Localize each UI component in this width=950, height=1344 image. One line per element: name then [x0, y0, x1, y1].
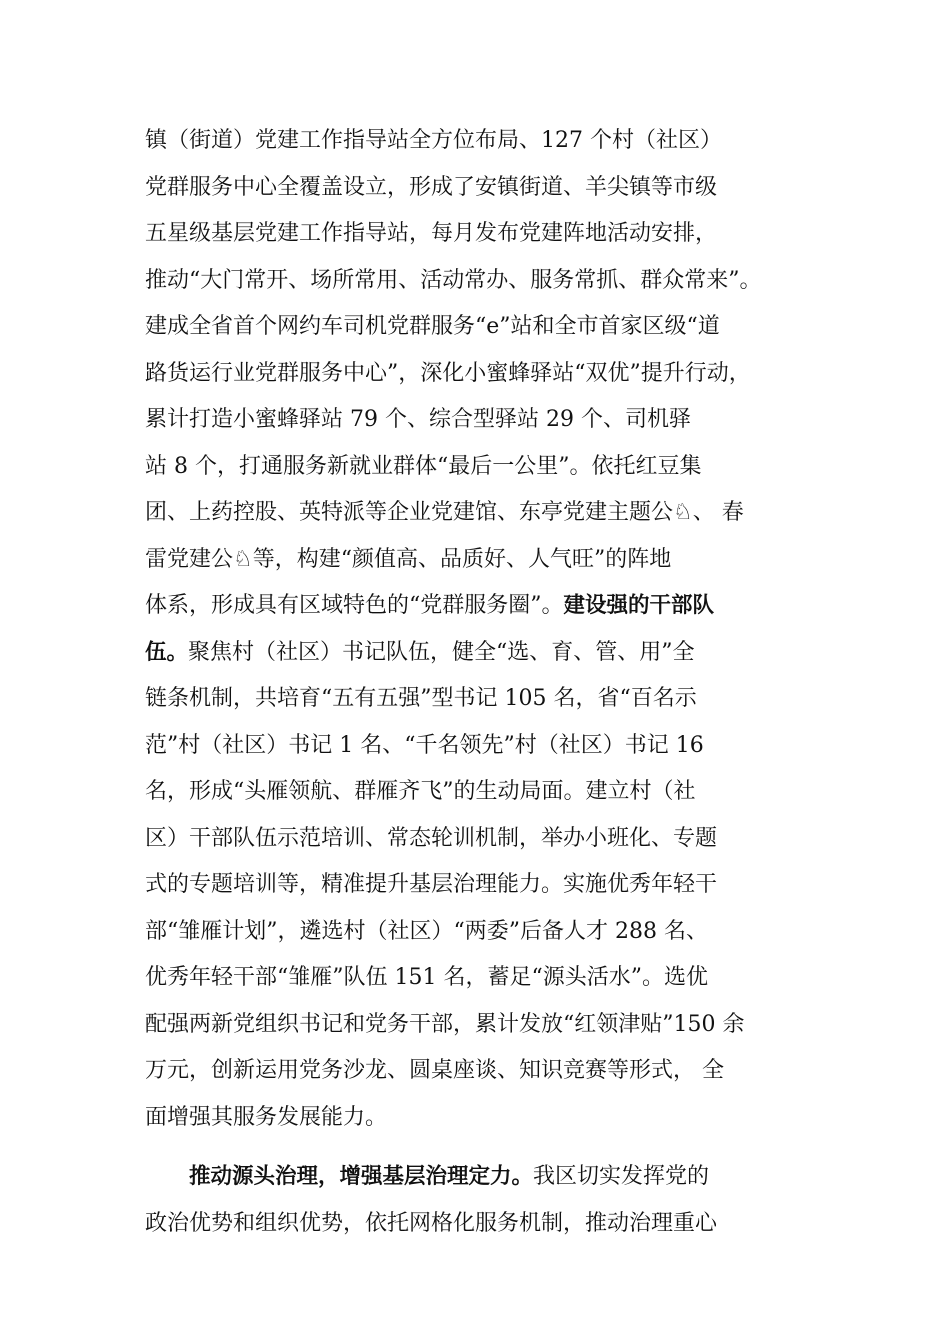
text-line [145, 955, 835, 1002]
text-line [145, 1095, 835, 1142]
text-segment: 雷党建公♘等，构建“颜值高、品质好、人气旺”的阵地 [145, 546, 672, 572]
text-line [145, 258, 835, 305]
bold-heading-text: 推动源头治理，增强基层治理定力。 [189, 1164, 534, 1189]
text-segment: 体系，形成具有区域特色的“党群服务圈”。 [145, 593, 564, 618]
text-line [145, 1154, 835, 1201]
text-segment: 我区切实发挥党的 [533, 1164, 710, 1189]
text-segment: 路货运行业党群服务中心”，深化小蜜蜂驿站“双优”提升行动， [145, 360, 751, 386]
text-segment: 团、上药控股、英特派等企业党建馆、东亭党建主题公♘、 春 [145, 500, 744, 525]
bold-heading-text: 建设强的干部队 [563, 593, 715, 618]
text-line [145, 583, 835, 630]
text-segment: 五星级基层党建工作指导站，每月发布党建阵地活动安排， [145, 221, 718, 246]
text-line [145, 909, 835, 956]
text-line [145, 211, 835, 258]
text-line [145, 304, 835, 351]
text-segment: 配强两新党组织书记和党务干部，累计发放“红领津贴”150 余 [145, 1011, 745, 1037]
text-line [145, 1201, 835, 1248]
text-line [145, 769, 835, 816]
text-segment: 名，形成“头雁领航、群雁齐飞”的生动局面。建立村（社 [145, 779, 696, 804]
text-line [145, 1002, 835, 1049]
text-segment: 面增强其服务发展能力。 [145, 1104, 388, 1130]
text-line [145, 1048, 835, 1095]
text-segment: 政治优势和组织优势，依托网格化服务机制，推动治理重心 [145, 1210, 718, 1236]
text-line [145, 165, 835, 212]
text-line [145, 630, 835, 677]
text-segment: 聚焦村（社区）书记队伍，健全“选、育、管、用”全 [188, 639, 695, 665]
bold-heading-text: 伍。 [145, 639, 189, 665]
text-segment: 式的专题培训等，精准提升基层治理能力。实施优秀年轻干 [145, 872, 718, 897]
text-segment: 党群服务中心全覆盖设立，形成了安镇街道、羊尖镇等市级 [145, 174, 718, 200]
text-segment: 累计打造小蜜蜂驿站 79 个、综合型驿站 29 个、司机驿 [145, 407, 691, 432]
text-line [145, 537, 835, 584]
text-line [145, 723, 835, 770]
text-segment: 万元，创新运用党务沙龙、圆桌座谈、知识竞赛等形式， 全 [145, 1058, 724, 1083]
text-segment: 范”村（社区）书记 1 名、“千名领先”村（社区）书记 16 [145, 732, 704, 758]
text-line [145, 862, 835, 909]
text-segment: 优秀年轻干部“雏雁”队伍 151 名，蓄足“源头活水”。选优 [145, 965, 708, 990]
text-line [145, 118, 835, 165]
body-text [145, 118, 835, 1247]
text-segment: 建成全省首个网约车司机党群服务“e”站和全市首家区级“道 [145, 314, 720, 339]
text-line [145, 676, 835, 723]
text-segment: 站 8 个，打通服务新就业群体“最后一公里”。依托红豆集 [145, 453, 702, 479]
text-line [145, 397, 835, 444]
text-segment: 区）干部队伍示范培训、常态轮训机制，举办小班化、专题 [145, 825, 718, 851]
text-line [145, 816, 835, 863]
text-line [145, 444, 835, 491]
text-line [145, 490, 835, 537]
text-segment: 镇（街道）党建工作指导站全方位布局、127 个村（社区） [145, 128, 722, 153]
text-segment: 链条机制，共培育“五有五强”型书记 105 名，省“百名示 [145, 686, 697, 711]
text-line [145, 351, 835, 398]
text-segment: 部“雏雁计划”，遴选村（社区）“两委”后备人才 288 名、 [145, 918, 708, 944]
text-segment: 推动“大门常开、场所常用、活动常办、服务常抓、群众常来”。 [145, 267, 762, 293]
